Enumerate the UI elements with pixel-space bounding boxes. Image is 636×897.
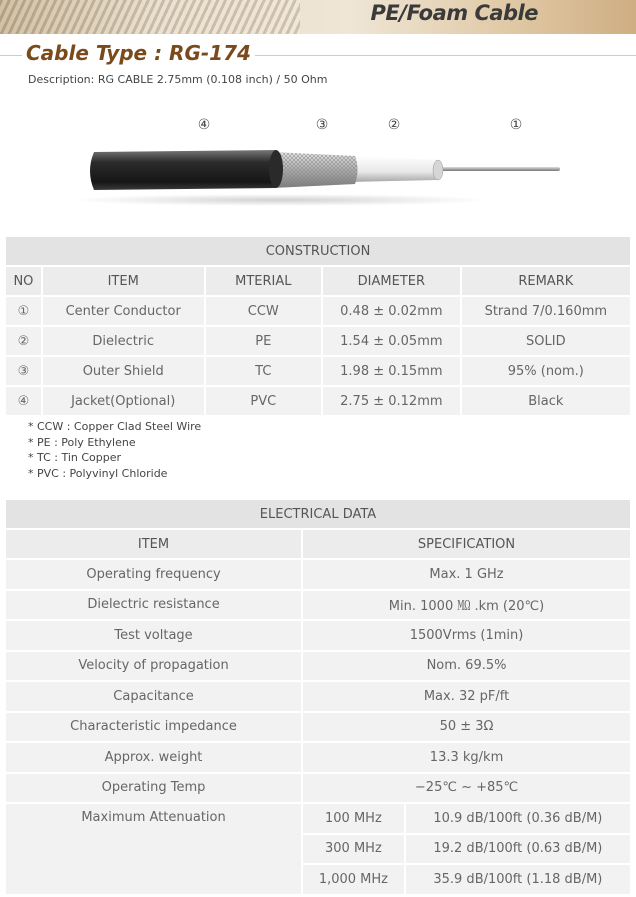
header-diameter: DIAMETER — [323, 267, 460, 295]
spec-item: Operating frequency — [6, 560, 301, 589]
row-material: PE — [206, 327, 322, 355]
spec-value: 1500Vrms (1min) — [303, 621, 630, 650]
spec-value: Min. 1000 ㏁ .km (20℃) — [303, 591, 630, 620]
table-row — [6, 682, 630, 711]
spec-item: Characteristic impedance — [6, 713, 301, 742]
row-item: Jacket(Optional) — [43, 387, 204, 415]
table-row — [6, 621, 630, 650]
cable-description: Description: RG CABLE 2.75mm (0.108 inch) / 50 Ohm — [28, 73, 328, 86]
table-row — [6, 713, 630, 742]
header-banner — [0, 0, 636, 34]
row-item: Outer Shield — [43, 357, 204, 385]
row-item: Dielectric — [43, 327, 204, 355]
header-item: ITEM — [6, 530, 301, 558]
attenuation-frequency: 100 MHz — [303, 804, 404, 833]
row-no: ④ — [6, 387, 41, 415]
row-diameter: 1.98 ± 0.15mm — [323, 357, 460, 385]
row-remark: Black — [462, 387, 630, 415]
table-row — [6, 652, 630, 681]
row-no: ② — [6, 327, 41, 355]
table-row — [6, 560, 630, 589]
row-remark: SOLID — [462, 327, 630, 355]
attenuation-frequency: 1,000 MHz — [303, 865, 404, 894]
row-diameter: 0.48 ± 0.02mm — [323, 297, 460, 325]
attenuation-frequency: 300 MHz — [303, 835, 404, 864]
marker-1: ① — [509, 117, 523, 133]
note-line: * PVC : Polyvinyl Chloride — [28, 466, 168, 480]
attenuation-value: 35.9 dB/100ft (1.18 dB/M) — [406, 865, 630, 894]
banner-title: PE/Foam Cable — [370, 1, 538, 25]
header-material: MTERIAL — [206, 267, 322, 295]
spec-item: Approx. weight — [6, 743, 301, 772]
table-row — [6, 327, 630, 355]
row-remark: Strand 7/0.160mm — [462, 297, 630, 325]
electrical-title: ELECTRICAL DATA — [6, 500, 630, 528]
spec-value: 13.3 kg/km — [303, 743, 630, 772]
electrical-table — [4, 498, 632, 896]
row-no: ① — [6, 297, 41, 325]
table-row — [6, 804, 630, 833]
row-material: CCW — [206, 297, 322, 325]
abbreviation-notes — [28, 419, 201, 481]
attenuation-value: 10.9 dB/100ft (0.36 dB/M) — [406, 804, 630, 833]
row-material: TC — [206, 357, 322, 385]
spec-value: Nom. 69.5% — [303, 652, 630, 681]
note-line: * TC : Tin Copper — [28, 451, 122, 464]
table-row — [6, 297, 630, 325]
table-row — [6, 591, 630, 620]
header-no: NO — [6, 267, 41, 295]
row-item: Center Conductor — [43, 297, 204, 325]
row-no: ③ — [6, 357, 41, 385]
cable-illustration — [80, 142, 570, 210]
marker-4: ④ — [197, 117, 211, 133]
spec-value: Max. 32 pF/ft — [303, 682, 630, 711]
row-remark: 95% (nom.) — [462, 357, 630, 385]
header-specification: SPECIFICATION — [303, 530, 630, 558]
note-line: * PE : Poly Ethylene — [28, 435, 136, 449]
construction-table — [4, 235, 632, 417]
marker-2: ② — [387, 117, 401, 133]
row-diameter: 1.54 ± 0.05mm — [323, 327, 460, 355]
cable-type-title: Cable Type : RG-174 — [22, 41, 255, 65]
table-row — [6, 387, 630, 415]
table-row — [6, 357, 630, 385]
marker-3: ③ — [315, 117, 329, 133]
spec-item: Dielectric resistance — [6, 591, 301, 620]
spec-value: Max. 1 GHz — [303, 560, 630, 589]
table-row — [6, 743, 630, 772]
banner-texture — [0, 0, 300, 34]
row-material: PVC — [206, 387, 322, 415]
row-diameter: 2.75 ± 0.12mm — [323, 387, 460, 415]
spec-value: 50 ± 3Ω — [303, 713, 630, 742]
spec-item: Capacitance — [6, 682, 301, 711]
attenuation-label: Maximum Attenuation — [6, 804, 301, 894]
spec-item: Test voltage — [6, 621, 301, 650]
attenuation-value: 19.2 dB/100ft (0.63 dB/M) — [406, 835, 630, 864]
note-line: * CCW : Copper Clad Steel Wire — [28, 420, 202, 433]
header-item: ITEM — [43, 267, 204, 295]
header-remark: REMARK — [462, 267, 630, 295]
table-row — [6, 774, 630, 803]
spec-item: Operating Temp — [6, 774, 301, 803]
spec-value: −25℃ ~ +85℃ — [303, 774, 630, 803]
construction-title: CONSTRUCTION — [6, 237, 630, 265]
spec-item: Velocity of propagation — [6, 652, 301, 681]
